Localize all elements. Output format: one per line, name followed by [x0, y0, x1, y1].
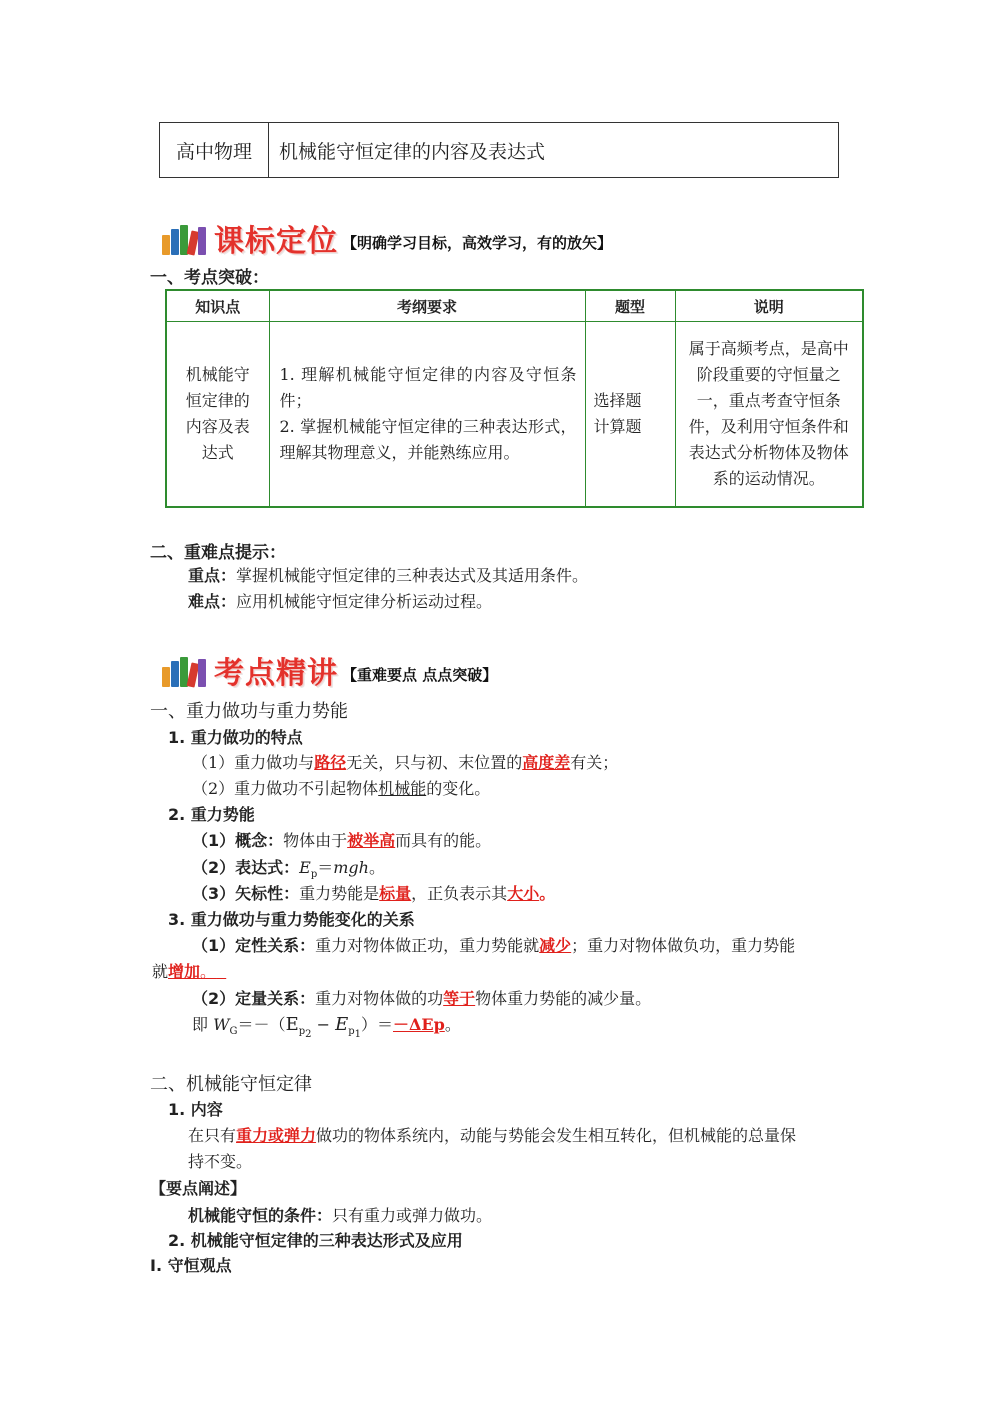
note-text: 属于高频考点，是高中阶段重要的守恒量之一，重点考查守恒条件，及利用守恒条件和表达式分析物体及物体系的运动情况。 — [688, 339, 849, 488]
part1-s1-heading: 1. 重力做功的特点 — [168, 728, 303, 747]
keyword-increase: 增加 — [168, 962, 201, 981]
part1-s3c-formula: 即 $W_G=-(E_{p_2} - E_{p_1})=-\Delta Ep$。 — [192, 1014, 461, 1041]
table-header-row — [166, 290, 863, 322]
part1-s1a: （1）重力做功与路径无关，只与初、末位置的高度差有关； — [192, 753, 619, 772]
books-icon — [160, 221, 208, 255]
part1-s3a-line1: （1）定性关系：重力对物体做正功，重力势能就减少；重力对物体做负功，重力势能 — [192, 936, 796, 955]
th-requirement: 考纲要求 — [269, 290, 585, 322]
banner-key-explanation — [160, 650, 497, 690]
cell-question-type — [585, 322, 675, 508]
keyword-height-diff: 高度差 — [522, 753, 571, 772]
question-type-2: 计算题 — [593, 417, 642, 436]
part1-s2b: （2）表达式：$E_p=mgh$。 — [192, 858, 385, 881]
banner-subtitle: 【重难要点 点点突破】 — [342, 665, 498, 684]
section-title-breakthrough: 一、考点突破： — [150, 268, 269, 288]
conservation-condition: 机械能守恒的条件：只有重力或弹力做功。 — [188, 1206, 493, 1225]
part1-s1b: （2）重力做功不引起物体机械能的变化。 — [192, 779, 491, 798]
key-point-line — [188, 565, 588, 587]
part1-s2c: （3）矢标性：重力势能是标量，正负表示其大小。 — [192, 884, 556, 903]
question-type-1: 选择题 — [593, 391, 642, 410]
keyword-decrease: 减少 — [539, 936, 572, 955]
keyword-gravity-elastic: 重力或弹力 — [236, 1126, 317, 1145]
banner-title: 考点精讲 — [214, 656, 338, 691]
books-icon — [160, 653, 208, 687]
requirement-2: 2. 掌握机械能守恒定律的三种表达形式，理解其物理意义，并能熟练应用。 — [279, 417, 577, 462]
keyword-delta-ep: －ΔEp — [393, 1015, 445, 1034]
part1-title: 一、重力做功与重力势能 — [150, 701, 348, 722]
keyword-path: 路径 — [314, 753, 347, 772]
cell-knowledge — [166, 322, 269, 508]
part2-s1a-line2: 持不变。 — [188, 1152, 253, 1171]
knowledge-text: 机械能守恒定律的内容及表达式 — [185, 365, 250, 462]
part1-s3b: （2）定量关系：重力对物体做的功等于物体重力势能的减少量。 — [192, 989, 652, 1008]
part1-s3a-line2: 就增加。 — [152, 962, 217, 981]
table-row — [166, 322, 863, 508]
topic-title: 机械能守恒定律的内容及表达式 — [279, 140, 546, 163]
requirement-1: 1. 理解机械能守恒定律的内容及守恒条件； — [279, 365, 577, 410]
cell-requirement — [269, 322, 585, 508]
subject-header-box — [159, 122, 839, 178]
keyword-lifted: 被举高 — [347, 831, 396, 850]
cell-note — [675, 322, 863, 508]
th-knowledge: 知识点 — [166, 290, 269, 322]
keyword-scalar: 标量 — [379, 884, 412, 903]
subject-label: 高中物理 — [160, 123, 269, 177]
part1-s2-heading: 2. 重力势能 — [168, 805, 255, 824]
th-question-type: 题型 — [585, 290, 675, 322]
part2-s2-heading: 2. 机械能守恒定律的三种表达形式及应用 — [168, 1231, 463, 1250]
difficult-label: 难点： — [188, 592, 237, 611]
part2-s1-heading: 1. 内容 — [168, 1100, 223, 1119]
part1-s2a: （1）概念：物体由于被举高而具有的能。 — [192, 831, 492, 850]
keyword-equal: 等于 — [443, 989, 476, 1008]
key-text: 掌握机械能守恒定律的三种表达式及其适用条件。 — [236, 566, 589, 585]
th-note: 说明 — [675, 290, 863, 322]
part1-s3-heading: 3. 重力做功与重力势能变化的关系 — [168, 910, 415, 929]
section-title-key-points: 二、重难点提示： — [150, 543, 286, 563]
key-label: 重点： — [188, 566, 237, 585]
keyword-magnitude: 大小 — [507, 884, 540, 903]
part2-s1a-line1: 在只有重力或弹力做功的物体系统内，动能与势能会发生相互转化，但机械能的总量保 — [188, 1126, 797, 1145]
point-title: 【要点阐述】 — [150, 1179, 247, 1198]
part2-s3-heading: I. 守恒观点 — [150, 1256, 232, 1275]
banner-title: 课标定位 — [214, 224, 338, 259]
banner-curriculum — [160, 218, 612, 258]
part2-title: 二、机械能守恒定律 — [150, 1074, 312, 1095]
keyword-mechanical-energy: 机械能 — [378, 779, 427, 798]
difficult-point-line — [188, 591, 492, 613]
difficult-text: 应用机械能守恒定律分析运动过程。 — [236, 592, 493, 611]
banner-subtitle: 【明确学习目标，高效学习，有的放矢】 — [342, 233, 613, 252]
knowledge-point-table — [165, 289, 864, 508]
